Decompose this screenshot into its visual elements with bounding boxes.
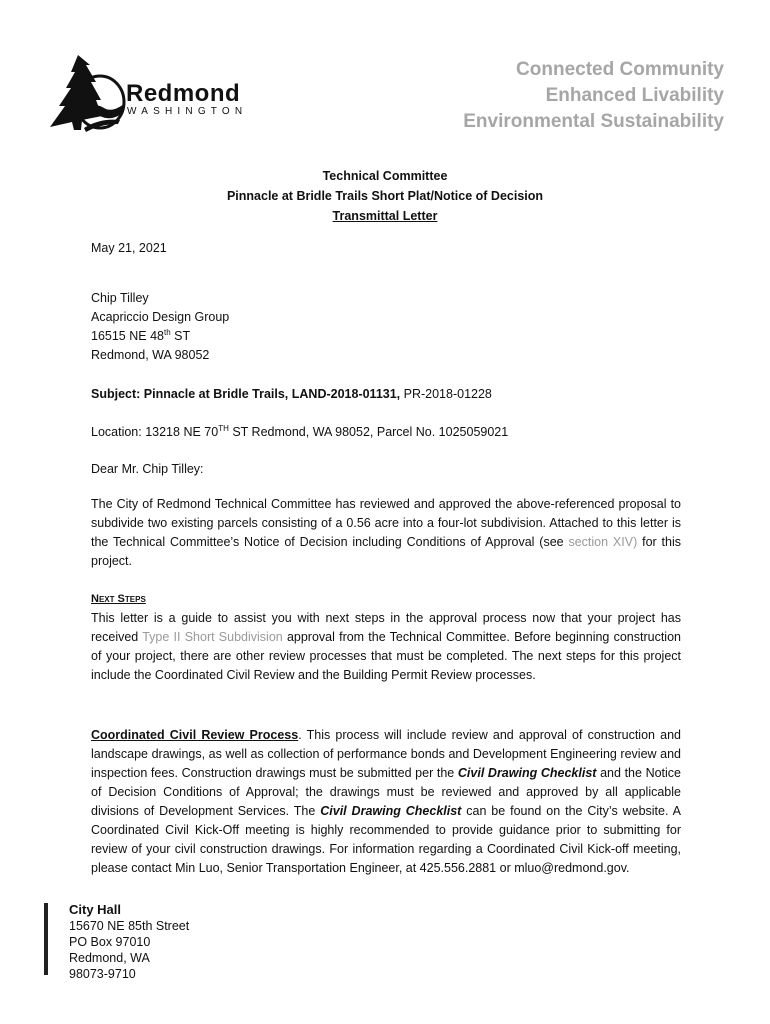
next-steps-section: Next Steps This letter is a guide to assist you with next steps in the approval process now that your project has received Type II Short Subdivision approval from the Technical Committee. Before beginning construction of your project, there are other review processes that must be completed. The next steps for this project include the Coordinated Civil Review and the Building Permit Review processes. <box>91 590 681 685</box>
footer-street: 15670 NE 85th Street <box>69 919 190 933</box>
footer-po-box: PO Box 97010 <box>69 935 151 949</box>
type-ii-short-subdivision-link[interactable]: Type II Short Subdivision <box>142 630 287 644</box>
header-committee: Technical Committee <box>322 169 448 183</box>
civil-review-section: Coordinated Civil Review Process. This process will include review and approval of construction and landscape drawings, as well as collection of performance bonds and Development Engineering review and inspection fees. Construction drawings must be submitted per the Civil Drawing Checklist and the Notice of Decision Conditions of Approval; the drawings must be reviewed and approved by all applicable divisions of Development Services. The Civil Drawing Checklist can be found on the City’s website. A Coordinated Civil Kick-Off meeting is highly recommended to provide guidance prior to submitting for review of your civil construction drawings. For information regarding a Coordinated Civil Kick-off meeting, please contact Min Luo, Senior Transportation Engineer, at 425.556.2881 or mluo@redmond.gov. <box>91 728 682 875</box>
footer-title: City Hall <box>69 902 122 917</box>
tree-mountain-logo-icon <box>40 50 130 140</box>
header-project: Pinnacle at Bridle Trails Short Plat/Notice of Decision <box>226 189 544 203</box>
recipient-city: Redmond, WA 98052 <box>91 348 210 362</box>
header-transmittal: Transmittal Letter <box>332 209 438 223</box>
letter-header <box>0 166 770 226</box>
subject-line <box>91 385 681 404</box>
civil-drawing-checklist-ref-1: Civil Drawing Checklist <box>457 766 597 780</box>
section-xiv-link[interactable]: section XIV) <box>568 535 638 549</box>
logo-state-name: WASHINGTON <box>127 106 248 117</box>
location-line: Location: 13218 NE 70TH ST Redmond, WA 98052, Parcel No. 1025059021 <box>91 423 509 439</box>
recipient-street: 16515 NE 48th ST <box>91 327 191 343</box>
tagline-line-1: Connected Community <box>516 59 724 80</box>
recipient-address <box>91 289 681 365</box>
intro-paragraph: The City of Redmond Technical Committee has reviewed and approved the above-referenced proposal to subdivide two existing parcels consisting of a 0.56 acre into a four-lot subdivision. Attached to this letter is the Technical Committee’s Notice of Decision including Conditions of Approval (see section XIV) for this project. <box>91 497 681 568</box>
recipient-company: Acapriccio Design Group <box>91 310 230 324</box>
civil-review-heading: Coordinated Civil Review Process <box>91 728 299 742</box>
footer-zip: 98073-9710 <box>69 967 136 981</box>
city-hall-footer <box>69 902 189 982</box>
footer-divider <box>44 903 48 975</box>
civil-drawing-checklist-ref-2: Civil Drawing Checklist <box>320 804 462 818</box>
tagline-line-2: Enhanced Livability <box>545 85 724 106</box>
next-steps-heading: Next Steps <box>91 593 146 605</box>
letter-date: May 21, 2021 <box>91 241 167 255</box>
salutation: Dear Mr. Chip Tilley: <box>91 462 204 476</box>
logo-city-name: Redmond <box>126 80 241 107</box>
subject-ref: PR-2018-01228 <box>400 387 492 401</box>
footer-city: Redmond, WA <box>69 951 150 965</box>
recipient-name: Chip Tilley <box>91 291 149 305</box>
tagline-line-3: Environmental Sustainability <box>463 111 724 132</box>
subject-label: Subject: Pinnacle at Bridle Trails, LAND-2018-01131, <box>91 387 401 401</box>
